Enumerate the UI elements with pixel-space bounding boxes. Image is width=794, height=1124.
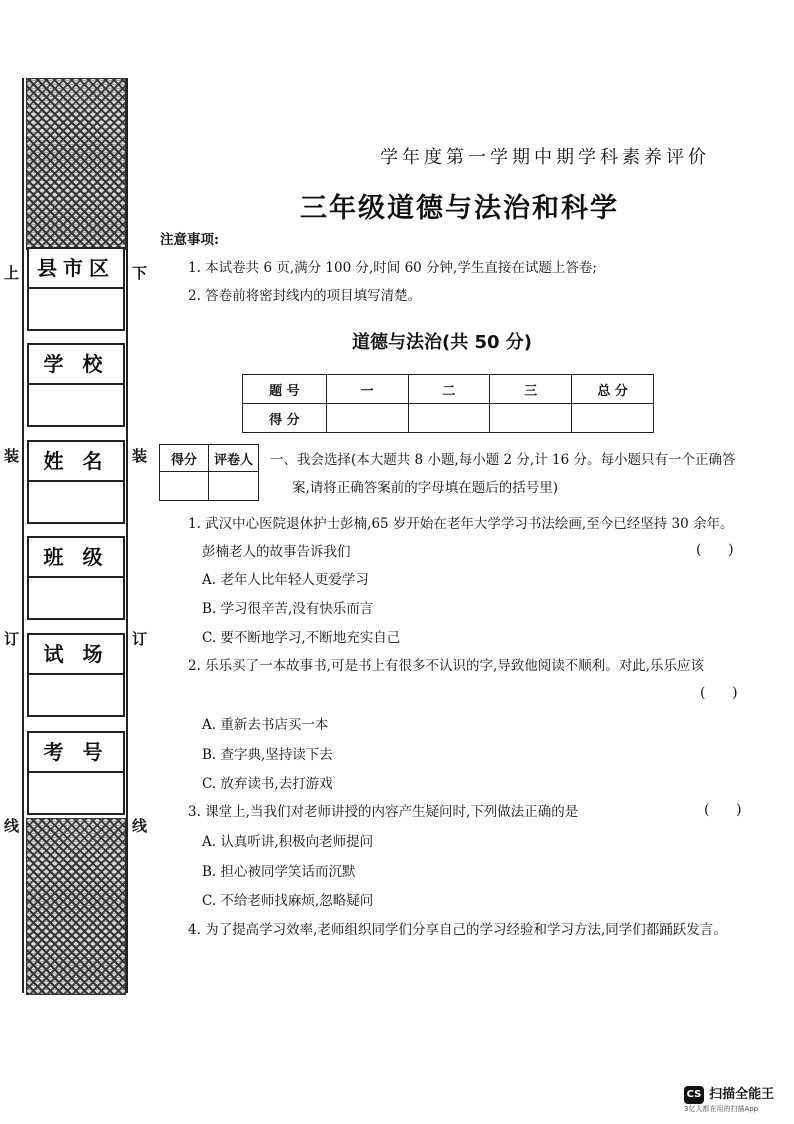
field-class[interactable] bbox=[27, 536, 125, 620]
question-3-text: 3. 课堂上,当我们对老师讲授的内容产生疑问时,下列做法正确的是 bbox=[188, 804, 579, 820]
field-exam-number-label: 考 号 bbox=[29, 733, 123, 773]
question-3-option-b: B. 担心被同学笑话而沉默 bbox=[202, 864, 356, 880]
score-table-cell: 题 号 bbox=[243, 375, 327, 404]
question-2-answer-bracket[interactable]: ( ) bbox=[700, 685, 738, 701]
seal-char-xia: 下 bbox=[132, 264, 148, 282]
question-3-option-a: A. 认真听讲,积极向老师提问 bbox=[202, 834, 374, 850]
part1-intro-line1: 一、我会选择(本大题共 8 小题,每小题 2 分,计 16 分。每小题只有一个正确答 bbox=[270, 452, 736, 468]
question-2-option-a: A. 重新去书店买一本 bbox=[202, 717, 329, 733]
watermark-tagline: 3亿人都在用的扫描App bbox=[684, 1105, 759, 1113]
field-name-label: 姓 名 bbox=[29, 442, 123, 482]
camscanner-logo-icon: CS bbox=[684, 1086, 704, 1104]
seal-char-zhuang-left: 装 bbox=[4, 447, 20, 465]
score-table-cell: 总 分 bbox=[572, 375, 654, 404]
field-school[interactable] bbox=[27, 343, 125, 427]
question-3-option-c: C. 不给老师找麻烦,忽略疑问 bbox=[202, 893, 374, 909]
question-4-text: 4. 为了提高学习效率,老师组织同学们分享自己的学习经验和学习方法,同学们都踊跃发言。 bbox=[188, 922, 727, 938]
part1-intro-line2: 案,请将正确答案前的字母填在题后的括号里) bbox=[292, 480, 559, 496]
field-exam-room-label: 试 场 bbox=[29, 635, 123, 675]
score-input-cell[interactable] bbox=[490, 404, 572, 433]
exam-title: 三年级道德与法治和科学 bbox=[300, 193, 619, 224]
seal-char-ding-left: 订 bbox=[4, 630, 20, 648]
grader-score-cell[interactable] bbox=[160, 472, 209, 501]
watermark-brand: 扫描全能王 bbox=[709, 1087, 775, 1102]
question-1-option-b: B. 学习很辛苦,没有快乐而言 bbox=[202, 601, 374, 617]
question-2-option-b: B. 查字典,坚持读下去 bbox=[202, 747, 333, 763]
notice-heading: 注意事项: bbox=[160, 232, 219, 248]
field-district[interactable] bbox=[27, 247, 125, 331]
grader-table bbox=[159, 444, 259, 501]
security-pattern-bottom bbox=[26, 818, 126, 995]
score-table bbox=[242, 374, 654, 433]
score-table-score-row bbox=[243, 404, 654, 433]
grader-score-header: 得分 bbox=[160, 445, 209, 472]
notice-item-2: 2. 答卷前将密封线内的项目填写清楚。 bbox=[188, 288, 422, 304]
field-exam-room[interactable] bbox=[27, 633, 125, 717]
field-name[interactable] bbox=[27, 440, 125, 524]
score-input-cell[interactable] bbox=[572, 404, 654, 433]
field-school-label: 学 校 bbox=[29, 345, 123, 385]
question-2-text: 2. 乐乐买了一本故事书,可是书上有很多不认识的字,导致他阅读不顺利。对此,乐乐应该 bbox=[188, 658, 705, 674]
question-2-option-c: C. 放弃读书,去打游戏 bbox=[202, 776, 333, 792]
question-1-option-a: A. 老年人比年轻人更爱学习 bbox=[202, 572, 369, 588]
score-table-cell: 得 分 bbox=[243, 404, 327, 433]
binding-line-left bbox=[22, 78, 24, 993]
question-1-option-c: C. 要不断地学习,不断地充实自己 bbox=[202, 630, 401, 646]
seal-char-zhuang-right: 装 bbox=[132, 447, 148, 465]
seal-char-xian-right: 线 bbox=[132, 817, 148, 835]
seal-char-xian-left: 线 bbox=[4, 817, 20, 835]
exam-subtitle: 学年度第一学期中期学科素养评价 bbox=[380, 147, 710, 168]
question-1-text: 1. 武汉中心医院退休护士彭楠,65 岁开始在老年大学学习书法绘画,至今已经坚持 30 余年。 bbox=[188, 516, 734, 532]
section-title: 道德与法治(共 50 分) bbox=[352, 332, 533, 353]
seal-char-shang: 上 bbox=[4, 264, 20, 282]
question-1-text-line2: 彭楠老人的故事告诉我们 bbox=[202, 544, 351, 560]
seal-char-ding-right: 订 bbox=[132, 630, 148, 648]
field-district-label: 县市区 bbox=[29, 249, 123, 289]
question-1-answer-bracket[interactable]: ( ) bbox=[696, 542, 734, 558]
field-exam-number[interactable] bbox=[27, 731, 125, 815]
field-class-label: 班 级 bbox=[29, 538, 123, 578]
score-table-cell: 二 bbox=[408, 375, 490, 404]
notice-item-1: 1. 本试卷共 6 页,满分 100 分,时间 60 分钟,学生直接在试题上答卷; bbox=[188, 260, 597, 276]
score-table-header-row bbox=[243, 375, 654, 404]
grader-name-cell[interactable] bbox=[209, 472, 259, 501]
binding-line-right bbox=[126, 78, 128, 993]
score-input-cell[interactable] bbox=[408, 404, 490, 433]
question-3-answer-bracket[interactable]: ( ) bbox=[704, 802, 742, 818]
scanner-watermark bbox=[684, 1082, 774, 1104]
score-table-cell: 一 bbox=[326, 375, 408, 404]
grader-name-header: 评卷人 bbox=[209, 445, 259, 472]
security-pattern-top bbox=[26, 78, 126, 250]
score-input-cell[interactable] bbox=[326, 404, 408, 433]
score-table-cell: 三 bbox=[490, 375, 572, 404]
